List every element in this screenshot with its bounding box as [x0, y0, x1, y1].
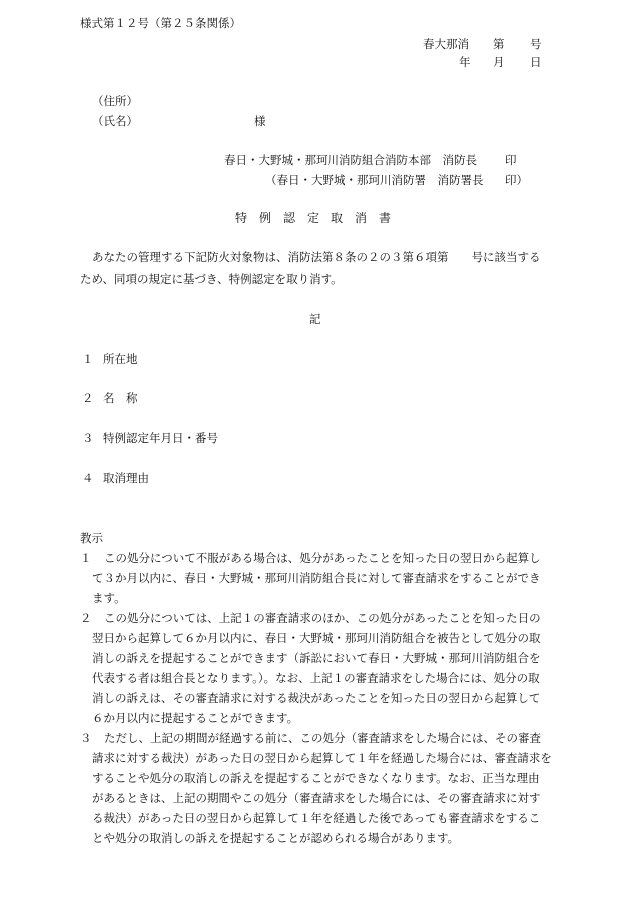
doc-number-go: 号: [530, 37, 542, 51]
instruction-number: ３: [80, 731, 92, 745]
item-label: 取消理由: [103, 471, 149, 485]
instruction-line: とや処分の取消しの訴えを提起することが認められる場合があります。: [92, 831, 460, 845]
item-number: ２: [82, 391, 94, 405]
instructions-heading: 教示: [80, 531, 103, 545]
ki-marker: 記: [309, 312, 321, 326]
date-month: 月: [493, 55, 505, 69]
recipient-honorific: 様: [254, 114, 266, 128]
instruction-line: 翌日から起算して６か月以内に、春日・大野城・那珂川消防組合を被告として処分の取: [92, 631, 541, 645]
instruction-number: １: [80, 551, 92, 565]
date-day: 日: [530, 55, 542, 69]
instruction-line: 代表する者は組合長となります。）。なお、上記１の審査請求をした場合には、処分の取: [92, 671, 540, 685]
instruction-line: て３か月以内に、春日・大野城・那珂川消防組合長に対して審査請求をすることができ: [92, 571, 541, 585]
doc-number-issuer: 春大那消: [423, 37, 469, 51]
item-label: 所在地: [103, 352, 138, 366]
instruction-line: ただし、上記の期間が経過する前に、この処分（審査請求をした場合には、その審査: [104, 731, 541, 745]
item-label: 名 称: [103, 391, 138, 405]
instruction-line: この処分について不服がある場合は、処分があったことを知った日の翌日から起算し: [104, 551, 541, 565]
instruction-line: することや処分の取消しの訴えを提起することができなくなります。なお、正当な理由: [92, 771, 540, 785]
date-year: 年: [459, 55, 471, 69]
sender-seal-2: 印）: [505, 173, 528, 187]
instruction-line: ６か月以内に提起することができます。: [92, 711, 299, 725]
body-line-1: あなたの管理する下記防火対象物は、消防法第８条の２の３第６項第 号に該当する: [92, 250, 541, 264]
sender-line-1: 春日・大野城・那珂川消防組合消防本部 消防長: [224, 153, 477, 167]
form-label: 様式第１２号（第２５条関係）: [80, 16, 241, 30]
recipient-address-label: （住所）: [92, 94, 138, 108]
instruction-line: 消しの訴えを提起することができます（訴訟において春日・大野城・那珂川消防組合を: [92, 651, 541, 665]
instruction-line: 請求に対する裁決）があった日の翌日から起算して１年を経過した場合には、審査請求を: [92, 751, 552, 765]
item-label: 特例認定年月日・番号: [103, 431, 218, 445]
instruction-line: ます。: [92, 591, 126, 605]
instruction-line: る裁決）があった日の翌日から起算して１年を経過した後であっても審査請求をするこ: [92, 811, 541, 825]
doc-number-dai: 第: [493, 37, 505, 51]
document-title: 特 例 認 定 取 消 書: [235, 211, 392, 225]
item-number: ４: [82, 471, 94, 485]
instruction-number: ２: [80, 611, 92, 625]
item-number: ３: [82, 431, 94, 445]
recipient-name-label: （氏名）: [92, 114, 138, 128]
sender-seal-1: 印: [505, 153, 517, 167]
item-number: １: [82, 352, 94, 366]
instruction-line: この処分については、上記１の審査請求のほか、この処分があったことを知った日の: [104, 611, 541, 625]
instruction-line: 消しの訴えは、その審査請求に対する裁決があったことを知った日の翌日から起算して: [92, 691, 541, 705]
instruction-line: があるときは、上記の期間やこの処分（審査請求をした場合には、その審査請求に対す: [92, 791, 541, 805]
sender-line-2: （春日・大野城・那珂川消防署 消防署長: [265, 173, 484, 187]
body-line-2: ため、同項の規定に基づき、特例認定を取り消す。: [80, 272, 343, 286]
